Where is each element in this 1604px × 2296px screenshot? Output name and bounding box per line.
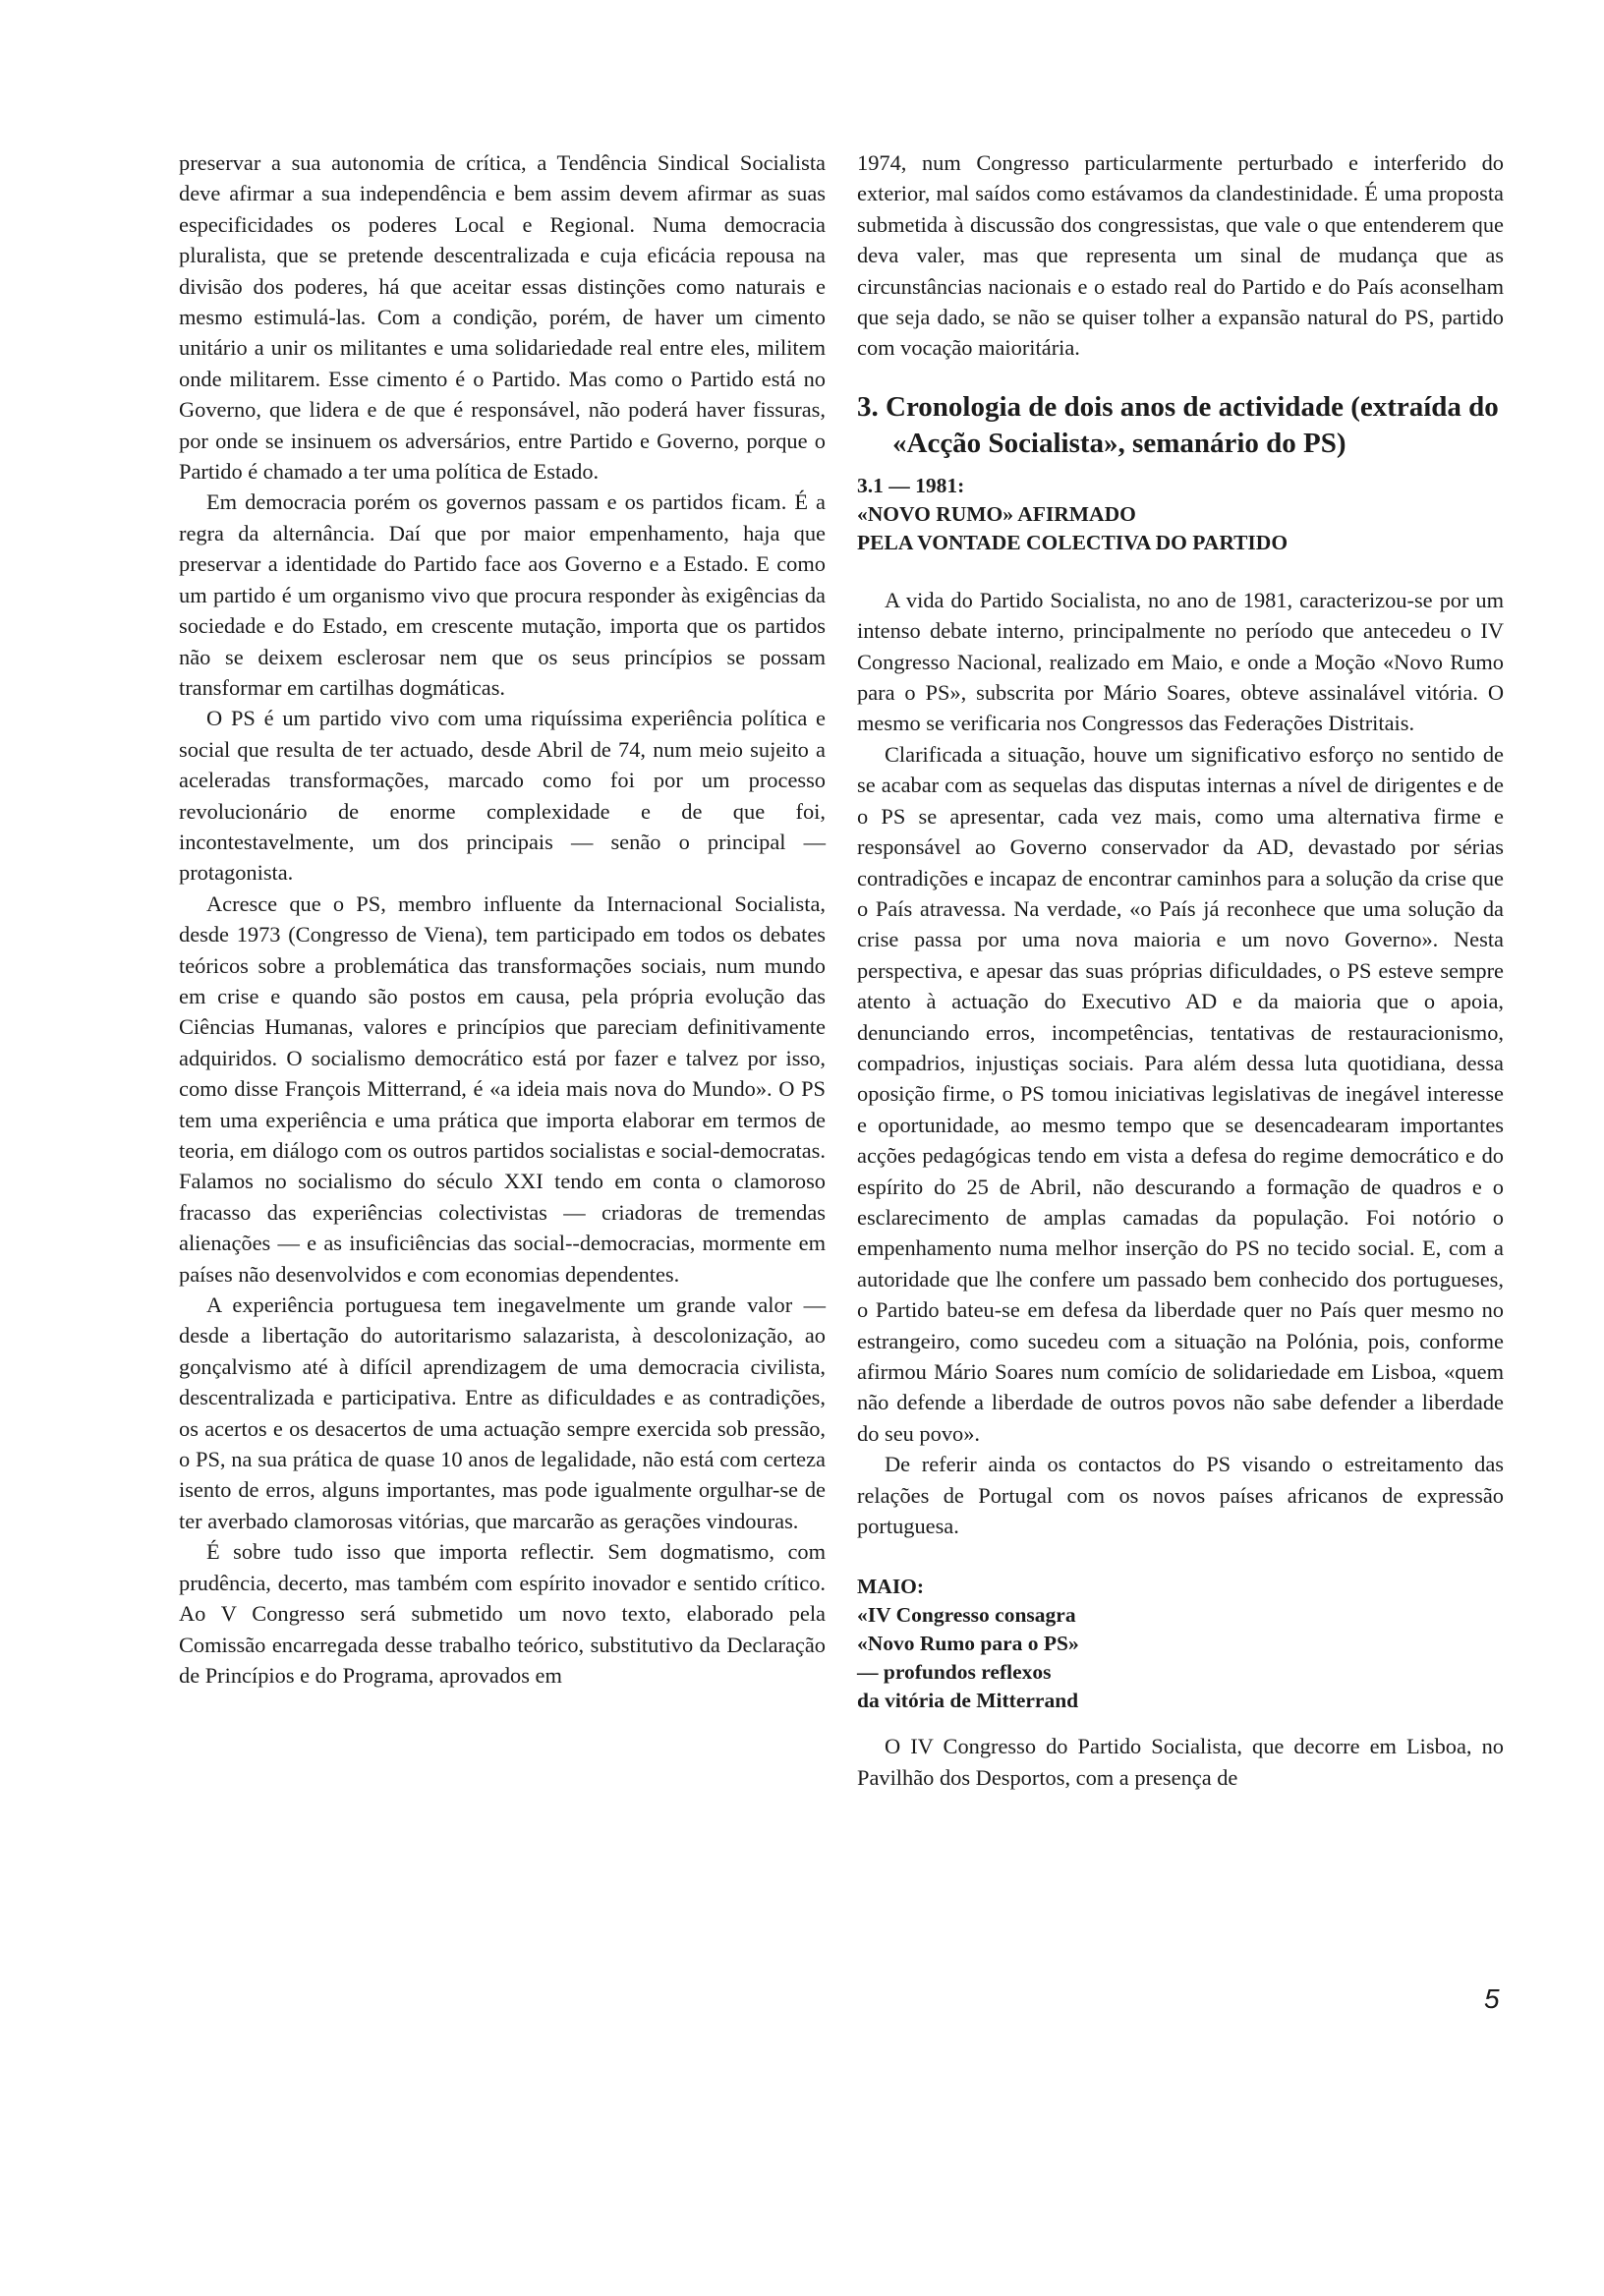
- right-paragraph-3: De referir ainda os contactos do PS visando o estreitamento das relações de Portugal com os novos países africanos de expressão portuguesa.: [857, 1452, 1504, 1539]
- left-column: [179, 147, 826, 1691]
- page-number: 5: [1484, 1983, 1500, 2014]
- may-heading-line-1: MAIO:: [857, 1575, 925, 1599]
- right-closing-paragraph: O IV Congresso do Partido Socialista, que decorre em Lisboa, no Pavilhão dos Desportos, com a presença de: [857, 1734, 1504, 1790]
- left-paragraph-5: A experiência portuguesa tem inegavelmente um grande valor — desde a libertação do autoritarismo salazarista, à descolonização, ao gonçalvismo até à difícil aprendizagem de uma democracia civilista, descentralizada e participativa. Entre as dificuldades e as contradições, os acertos e os desacertos de uma actuação sempre exercida sob pressão, o PS, na sua prática de quase 10 anos de legalidade, não está com certeza isento de erros, alguns importantes, mas pode igualmente orgulhar-se de ter averbado clamorosas vitórias, que marcarão as gerações vindouras.: [179, 1292, 826, 1533]
- may-heading-line-3: «Novo Rumo para o PS»: [857, 1632, 1079, 1656]
- left-paragraph-6: É sobre tudo isso que importa reflectir. Sem dogmatismo, com prudência, decerto, mas também com espírito inovador e sentido crítico. Ao V Congresso será submetido um novo texto, elaborado pela Comissão encarregada desse trabalho teórico, substitutivo da Declaração de Princípios e do Programa, aprovados em: [179, 1539, 826, 1688]
- left-paragraph-4: Acresce que o PS, membro influente da Internacional Socialista, desde 1973 (Congresso de Viena), tem participado em todos os debates teóricos sobre a problemática das transformações sociais, num mundo em crise e quando são postos em causa, pela própria evolução das Ciências Humanas, valores e princípios que pareciam definitivamente adquiridos. O socialismo democrático está por fazer e talvez por isso, como disse François Mitterrand, é «a ideia mais nova do Mundo». O PS tem uma experiência e uma prática que importa elaborar em termos de teoria, em diálogo com os outros partidos socialistas e social-democratas. Falamos no socialismo do século XXI tendo em conta o clamoroso fracasso das experiências colectivistas — criadoras de tremendas alienações — e as insuficiências das social--democracias, mormente em países não desenvolvidos e com economias dependentes.: [179, 890, 826, 1287]
- right-paragraph-2: Clarificada a situação, houve um significativo esforço no sentido de se acabar com as sequelas das disputas internas a nível de dirigentes e de o PS se apresentar, cada vez mais, como uma alternativa firme e responsável ao Governo conservador da AD, devastado por sérias contradições e incapaz de encontrar caminhos para a solução da crise que o País atravessa. Na verdade, «o País já reconhece que uma solução da crise passa por uma nova maioria e um novo Governo». Nesta perspectiva, e apesar das suas próprias dificuldades, o PS esteve sempre atento à actuação do Executivo AD e da maioria que o apoia, denunciando erros, incompetências, tentativas de restauracionismo, compadrios, injustiças sociais. Para além dessa luta quotidiana, dessa oposição firme, o PS tomou iniciativas legislativas de inegável interesse e oportunidade, ao mesmo tempo que se desencadearam importantes acções pedagógicas tendo em vista a defesa do regime democrático e do espírito do 25 de Abril, não descurando a formação de quadros e o esclarecimento de amplas camadas da população. Foi notório o empenhamento numa melhor inserção do PS no tecido social. E, com a autoridade que lhe confere um passado bem conhecido dos portugueses, o Partido bateu-se em defesa da liberdade quer no País quer mesmo no estrangeiro, como sucedeu com a situação na Polónia, pois, conforme afirmou Mário Soares num comício de solidariedade em Lisboa, «quem não defende a liberdade de outros povos não sabe defender a liberdade do seu povo».: [857, 741, 1504, 1446]
- may-heading-line-4: — profundos reflexos: [857, 1660, 1052, 1685]
- may-heading-line-2: «IV Congresso consagra: [857, 1603, 1076, 1628]
- right-intro-paragraph: 1974, num Congresso particularmente perturbado e interferido do exterior, mal saídos como estávamos da clandestinidade. É uma proposta submetida à discussão dos congressistas, que vale o que entenderem que deva valer, mas que representa um sinal de mudança que as circunstâncias nacionais e o estado real do Partido e do País aconselham que seja dado, se não se quiser tolher a expansão natural do PS, partido com vocação maioritária.: [857, 150, 1504, 361]
- may-heading-line-5: da vitória de Mitterrand: [857, 1689, 1079, 1713]
- left-paragraph-1: preservar a sua autonomia de crítica, a Tendência Sindical Socialista deve afirmar a sua independência e bem assim devem afirmar as suas especificidades os poderes Local e Regional. Numa democracia pluralista, que se pretende descentralizada e cuja eficácia repousa na divisão dos poderes, há que aceitar essas distinções como naturais e mesmo estimulá-las. Com a condição, porém, de haver um cimento unitário a unir os militantes e uma solidariedade real entre eles, militem onde militarem. Esse cimento é o Partido. Mas como o Partido está no Governo, que lidera e de que é responsável, não poderá haver fissuras, por onde se insinuem os adversários, entre Partido e Governo, porque o Partido é chamado a ter uma política de Estado.: [179, 150, 826, 485]
- left-paragraph-2: Em democracia porém os governos passam e os partidos ficam. É a regra da alternância. Daí que por maior empenhamento, haja que preservar a identidade do Partido face aos Governo e a Estado. E como um partido é um organismo vivo que procura responder às exigências da sociedade e do Estado, em crescente mutação, importa que os partidos não se deixem esclerosar nem que os seus princípios se possam transformar em cartilhas dogmáticas.: [179, 489, 826, 700]
- right-paragraph-1: A vida do Partido Socialista, no ano de 1981, caracterizou-se por um intenso debate interno, principalmente no período que antecedeu o IV Congresso Nacional, realizado em Maio, e onde a Moção «Novo Rumo para o PS», subscrita por Mário Soares, obteve assinalável vitória. O mesmo se verificaria nos Congressos das Federações Distritais.: [857, 587, 1504, 736]
- may-heading: [857, 1573, 1504, 1715]
- section-heading: 3. Cronologia de dois anos de actividade (extraída do «Acção Socialista», semanário do PS): [857, 390, 1499, 459]
- sub-heading-line-1: 3.1 — 1981:: [857, 473, 965, 497]
- sub-heading: [857, 472, 1504, 557]
- sub-heading-line-3: PELA VONTADE COLECTIVA DO PARTIDO: [857, 530, 1289, 554]
- right-column: [857, 147, 1504, 1793]
- sub-heading-line-2: «NOVO RUMO» AFIRMADO: [857, 501, 1136, 526]
- left-paragraph-3: O PS é um partido vivo com uma riquíssima experiência política e social que resulta de ter actuado, desde Abril de 74, num meio sujeito a aceleradas transformações, marcado como foi por um processo revolucionário de enorme complexidade e de que foi, incontestavelmente, um dos principais — senão o principal — protagonista.: [179, 706, 826, 886]
